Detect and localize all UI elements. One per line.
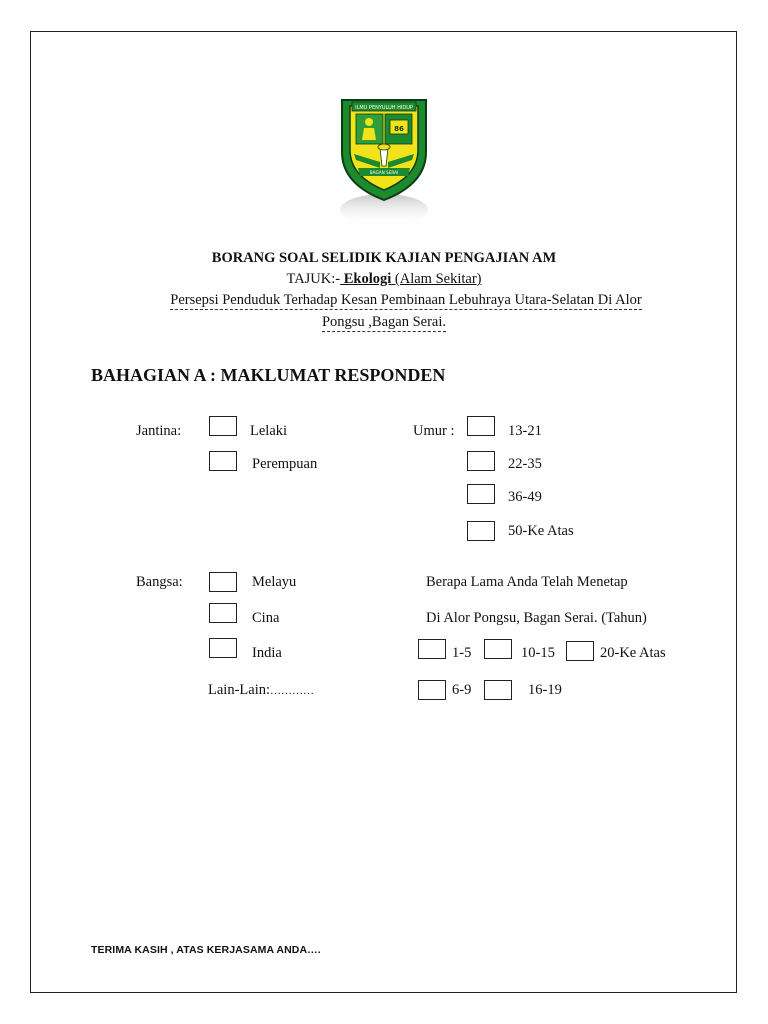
residence-option-10-15: 10-15 xyxy=(521,645,555,661)
age-checkbox-50-ke-atas[interactable] xyxy=(467,521,495,541)
gender-option-perempuan: Perempuan xyxy=(252,456,318,472)
residence-option-6-9: 6-9 xyxy=(452,682,472,698)
age-checkbox-22-35[interactable] xyxy=(467,451,495,471)
residence-checkbox-10-15[interactable] xyxy=(484,639,512,659)
age-option-22-35: 22-35 xyxy=(508,456,542,472)
race-checkbox-melayu[interactable] xyxy=(209,572,237,592)
residence-checkbox-1-5[interactable] xyxy=(418,639,446,659)
gender-checkbox-perempuan[interactable] xyxy=(209,451,237,471)
residence-option-20-ke-atas: 20-Ke Atas xyxy=(600,645,666,661)
description-text-2: Pongsu ,Bagan Serai. xyxy=(321,314,447,330)
form-title: BORANG SOAL SELIDIK KAJIAN PENGAJIAN AM xyxy=(211,250,557,266)
age-option-13-21: 13-21 xyxy=(508,423,542,439)
gender-option-lelaki: Lelaki xyxy=(250,423,288,439)
form-description-line2 xyxy=(0,314,768,331)
form-topic xyxy=(0,271,768,288)
race-other xyxy=(208,682,314,699)
age-label: Umur : xyxy=(413,423,455,439)
age-checkbox-13-21[interactable] xyxy=(467,416,495,436)
svg-text:ILMU PENYULUH HIDUP: ILMU PENYULUH HIDUP xyxy=(355,105,413,111)
thank-you-note: TERIMA KASIH , ATAS KERJASAMA ANDA…. xyxy=(91,944,321,956)
topic-prefix: TAJUK:- xyxy=(286,271,341,287)
topic-value xyxy=(340,271,481,287)
race-other-field[interactable]: ………… xyxy=(270,685,315,697)
residence-option-16-19: 16-19 xyxy=(528,682,562,698)
form-description-line1 xyxy=(0,292,768,309)
race-checkbox-cina[interactable] xyxy=(209,603,237,623)
residence-checkbox-16-19[interactable] xyxy=(484,680,512,700)
residence-question-line1: Berapa Lama Anda Telah Menetap xyxy=(426,574,628,590)
race-option-melayu: Melayu xyxy=(252,574,297,590)
gender-label: Jantina: xyxy=(136,423,182,439)
description-text-1: Persepsi Penduduk Terhadap Kesan Pembinaan Lebuhraya Utara-Selatan Di Alor xyxy=(170,292,642,308)
residence-question-line2: Di Alor Pongsu, Bagan Serai. (Tahun) xyxy=(426,610,647,626)
race-option-india: India xyxy=(252,645,282,661)
race-checkbox-india[interactable] xyxy=(209,638,237,658)
school-crest-icon xyxy=(334,92,434,232)
section-heading: BAHAGIAN A : MAKLUMAT RESPONDEN xyxy=(91,365,446,385)
race-option-cina: Cina xyxy=(252,610,280,626)
residence-option-1-5: 1-5 xyxy=(452,645,472,661)
race-label: Bangsa: xyxy=(136,574,183,590)
topic-bold: Ekologi xyxy=(340,271,392,287)
svg-text:86: 86 xyxy=(394,125,404,133)
residence-checkbox-6-9[interactable] xyxy=(418,680,446,700)
age-option-50-ke-atas: 50-Ke Atas xyxy=(508,523,574,539)
race-other-label: Lain-Lain: xyxy=(208,682,271,698)
svg-text:BAGAN SERAI: BAGAN SERAI xyxy=(369,170,399,175)
age-option-36-49: 36-49 xyxy=(508,489,542,505)
gender-checkbox-lelaki[interactable] xyxy=(209,416,237,436)
age-checkbox-36-49[interactable] xyxy=(467,484,495,504)
residence-checkbox-20-ke-atas[interactable] xyxy=(566,641,594,661)
topic-rest: (Alam Sekitar) xyxy=(391,271,482,287)
